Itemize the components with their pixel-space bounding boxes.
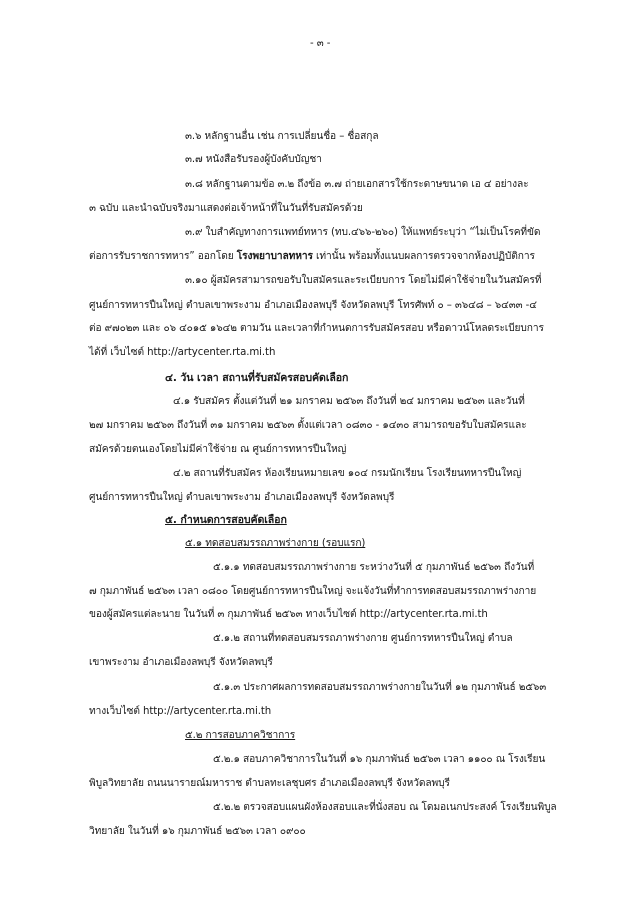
item-5-1-3-line1: ๕.๑.๓ ประกาศผลการทดสอบสมรรถภาพร่างกายในวันที่ ๑๒ กุมภาพันธ์ ๒๕๖๓	[213, 682, 547, 693]
item-3-8-line1: ๓.๘ หลักฐานตามข้อ ๓.๒ ถึงข้อ ๓.๗ ถ่ายเอกสารใช้กระดาษขนาด เอ ๔ อย่างละ	[185, 179, 529, 190]
item-4-1-line3: สมัครด้วยตนเองโดยไม่มีค่าใช้จ่าย ณ ศูนย์การทหารปืนใหญ่	[89, 444, 347, 455]
item-5-1-2-line2: เขาพระงาม อำเภอเมืองลพบุรี จังหวัดลพบุรี	[89, 657, 273, 668]
item-5-2-1-line1: ๕.๒.๑ สอบภาควิชาการในวันที่ ๑๖ กุมภาพันธ์ ๒๕๖๓ เวลา ๑๑๐๐ ณ โรงเรียน	[213, 754, 546, 765]
item-5-1-2-line1: ๕.๑.๒ สถานที่ทดสอบสมรรถภาพร่างกาย ศูนย์การทหารปืนใหญ่ ตำบล	[213, 633, 513, 644]
item-4-2-line2: ศูนย์การทหารปืนใหญ่ ตำบลเขาพระงาม อำเภอเมืองลพบุรี จังหวัดลพบุรี	[89, 492, 395, 503]
item-5-2-heading: ๕.๒ การสอบภาควิชาการ	[185, 730, 296, 741]
item-3-10-line2: ศูนย์การทหารปืนใหญ่ ตำบลเขาพระงาม อำเภอเมืองลพบุรี จังหวัดลพบุรี โทรศัพท์ ๐ – ๓๖๔๘ – ๖๔๓๓ -๔	[89, 300, 537, 311]
item-5-2-2-line2: วิทยาลัย ในวันที่ ๑๖ กุมภาพันธ์ ๒๕๖๓ เวลา ๐๙๐๐	[89, 826, 306, 837]
item-3-9-line2	[89, 250, 535, 264]
item-4-1-line1: ๔.๑ รับสมัคร ตั้งแต่วันที่ ๒๑ มกราคม ๒๕๖๓ ถึงวันที่ ๒๔ มกราคม ๒๕๖๓ และวันที่	[173, 396, 525, 407]
item-3-10-line3: ต่อ ๙๗๐๒๓ และ ๐๖ ๔๐๑๕ ๑๖๔๒ ตามวัน และเวลาที่กำหนดการรับสมัครสอบ หรือดาวน์โหลดระเบียบการ	[89, 323, 544, 334]
item-5-2-2-line1: ๕.๒.๒ ตรวจสอบแผนผังห้องสอบและที่นั่งสอบ ณ โดมอเนกประสงค์ โรงเรียนพิบูล	[213, 802, 557, 813]
item-4-1-line2: ๒๗ มกราคม ๒๕๖๓ ถึงวันที่ ๓๑ มกราคม ๒๕๖๓ ตั้งแต่เวลา ๐๘๓๐ - ๑๔๓๐ สามารถขอรับใบสมัครและ	[89, 420, 527, 431]
item-3-9-line1: ๓.๙ ใบสำคัญทางการแพทย์ทหาร (ทบ.๔๖๖-๒๖๐) ให้แพทย์ระบุว่า “ไม่เป็นโรคที่ขัด	[185, 227, 541, 238]
item-5-1-3-line2: ทางเว็บไซต์ http://artycenter.rta.mi.th	[89, 706, 272, 717]
section-4-heading: ๔. วัน เวลา สถานที่รับสมัครสอบคัดเลือก	[165, 372, 349, 384]
item-3-8-line2: ๓ ฉบับ และนำฉบับจริงมาแสดงต่อเจ้าหน้าที่ในวันที่รับสมัครด้วย	[89, 203, 363, 214]
item-3-9-text-pre: ต่อการรับราชการทหาร” ออกโดย	[89, 251, 237, 262]
item-3-6: ๓.๖ หลักฐานอื่น เช่น การเปลี่ยนชื่อ – ชื่อสกุล	[185, 131, 379, 142]
item-3-9-text-post: เท่านั้น พร้อมทั้งแนบผลการตรวจจากห้องปฏิบัติการ	[312, 251, 535, 262]
item-5-1-1-line3: ของผู้สมัครแต่ละนาย ในวันที่ ๓ กุมภาพันธ์ ๒๕๖๓ ทางเว็บไซต์ http://artycenter.rta.mi.th	[89, 609, 488, 620]
military-hospital-emphasis: โรงพยาบาลทหาร	[236, 251, 313, 262]
item-5-2-1-line2: พิบูลวิทยาลัย ถนนนารายณ์มหาราช ตำบลทะเลชุบศร อำเภอเมืองลพบุรี จังหวัดลพบุรี	[89, 778, 450, 789]
item-5-1-1-line2: ๗ กุมภาพันธ์ ๒๕๖๓ เวลา ๐๘๐๐ โดยศูนย์การทหารปืนใหญ่ จะแจ้งวันที่ทำการทดสอบสมรรถภาพร่างกาย	[89, 586, 537, 597]
section-5-heading: ๕. กำหนดการสอบคัดเลือก	[165, 514, 287, 526]
item-3-7: ๓.๗ หนังสือรับรองผู้บังคับบัญชา	[185, 154, 322, 165]
item-4-2-line1: ๔.๒ สถานที่รับสมัคร ห้องเรียนหมายเลข ๑๐๔ กรมนักเรียน โรงเรียนทหารปืนใหญ่	[173, 468, 522, 479]
item-5-1-1-line1: ๕.๑.๑ ทดสอบสมรรถภาพร่างกาย ระหว่างวันที่ ๕ กุมภาพันธ์ ๒๕๖๓ ถึงวันที่	[213, 562, 535, 573]
item-5-1-heading: ๕.๑ ทดสอบสมรรถภาพร่างกาย (รอบแรก)	[185, 538, 366, 549]
item-3-10-line4: ได้ที่ เว็บไซต์ http://artycenter.rta.mi.th	[89, 347, 276, 358]
item-3-10-line1: ๓.๑๐ ผู้สมัครสามารถขอรับใบสมัครและระเบียบการ โดยไม่มีค่าใช้จ่ายในวันสมัครที่	[185, 275, 542, 286]
page-number: - ๓ -	[310, 38, 331, 49]
